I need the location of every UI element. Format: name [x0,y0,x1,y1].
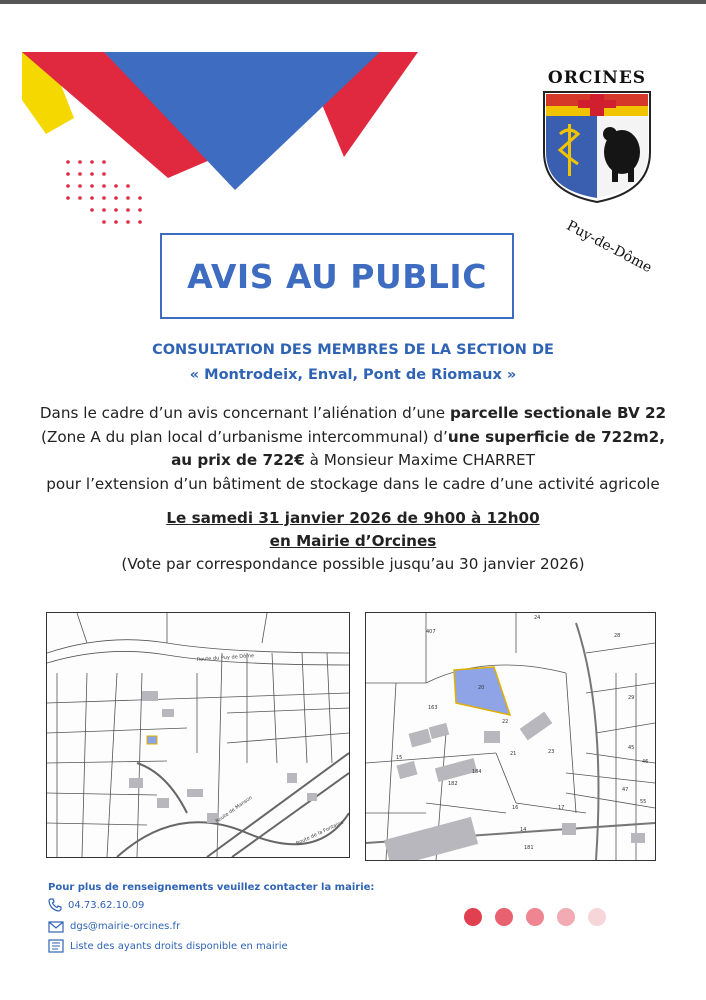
phone-icon [48,898,62,912]
decorative-dots [464,908,606,926]
event-date [20,509,686,527]
section-name: « Montrodeix, Enval, Pont de Riomaux » [189,367,517,383]
body-line-1 [20,404,686,422]
detail-map-drawing [366,613,655,860]
buyer-name: à Monsieur Maxime CHARRET [304,451,535,469]
decorative-dot [557,908,575,926]
parcel-label-47: 47 [622,787,629,793]
parcel-area: une superficie de 722m2, [447,428,665,446]
contact-email-row [48,919,180,933]
email-icon [48,919,64,933]
decorative-dot [526,908,544,926]
parcel-label-20: 20 [478,685,485,691]
rights-holders-note: Liste des ayants droits disponible en mairie [70,940,288,952]
parcel-label-407: 407 [426,629,436,635]
parcel-label-45: 45 [628,745,635,751]
parcel-label-23: 23 [548,749,555,755]
event-date-text: Le samedi 31 janvier 2026 de 9h00 à 12h00 [166,509,540,527]
body-line-2-text: (Zone A du plan local d’urbanisme intercommunal) d’ [41,428,448,446]
body-line-3 [20,451,686,469]
parcel-label-181: 181 [524,845,534,851]
parcel-label-28: 28 [614,633,621,639]
body-line-4: pour l’extension d’un bâtiment de stockage dans le cadre d’une activité agricole [46,475,660,493]
map1-road-label-3: Route de la Fontaine [295,819,345,847]
orcines-coat-of-arms [532,64,662,277]
document-list-icon [48,939,64,953]
parcel-label-29: 29 [628,695,635,701]
decorative-dot [495,908,513,926]
parcel-reference: parcelle sectionale BV 22 [449,404,667,422]
red-dot-grid [66,160,142,224]
parcel-label-182: 182 [448,781,458,787]
parcel-label-22: 22 [502,719,509,725]
parcel-price: au prix de 722€ [171,451,305,469]
overview-map-drawing [47,613,349,857]
title-box [160,233,514,319]
map1-road-label-1: Route du Puy de Dôme [196,653,255,663]
consultation-heading: CONSULTATION DES MEMBRES DE LA SECTION DE [152,342,554,358]
parcel-label-17: 17 [558,805,565,811]
parcel-label-15: 15 [396,755,403,761]
decorative-header-graphic [0,0,460,240]
map1-road-label-2: Route de Manson [214,794,254,825]
email-address[interactable]: dgs@mairie-orcines.fr [70,920,181,932]
contact-note-row [48,939,288,953]
body-line-2 [20,428,686,446]
cadastral-map-overview [46,612,350,858]
contact-phone-row [48,898,144,912]
parcel-label-21: 21 [510,751,517,757]
parcel-label-46: 46 [642,759,649,765]
page-title: AVIS AU PUBLIC [187,256,487,296]
shield-icon [532,64,662,224]
logo-subtitle: Puy-de-Dôme [563,217,655,277]
parcel-label-55: 55 [640,799,647,805]
logo-title: ORCINES [547,68,647,88]
parcel-label-16: 16 [512,805,519,811]
event-place [20,532,686,550]
parcel-label-163: 163 [428,705,438,711]
cadastral-map-detail [365,612,656,861]
parcel-label-14: 14 [520,827,527,833]
phone-number[interactable]: 04.73.62.10.09 [68,899,145,911]
body-line-1-text: Dans le cadre d’un avis concernant l’aliénation d’une [39,404,450,422]
decorative-dot [464,908,482,926]
vote-note: (Vote par correspondance possible jusqu’au 30 janvier 2026) [121,555,585,573]
parcel-label-24: 24 [534,615,541,621]
event-place-text: en Mairie d’Orcines [269,532,437,550]
contact-heading: Pour plus de renseignements veuillez contacter la mairie: [48,882,375,893]
parcel-label-184: 184 [472,769,482,775]
decorative-dot [588,908,606,926]
